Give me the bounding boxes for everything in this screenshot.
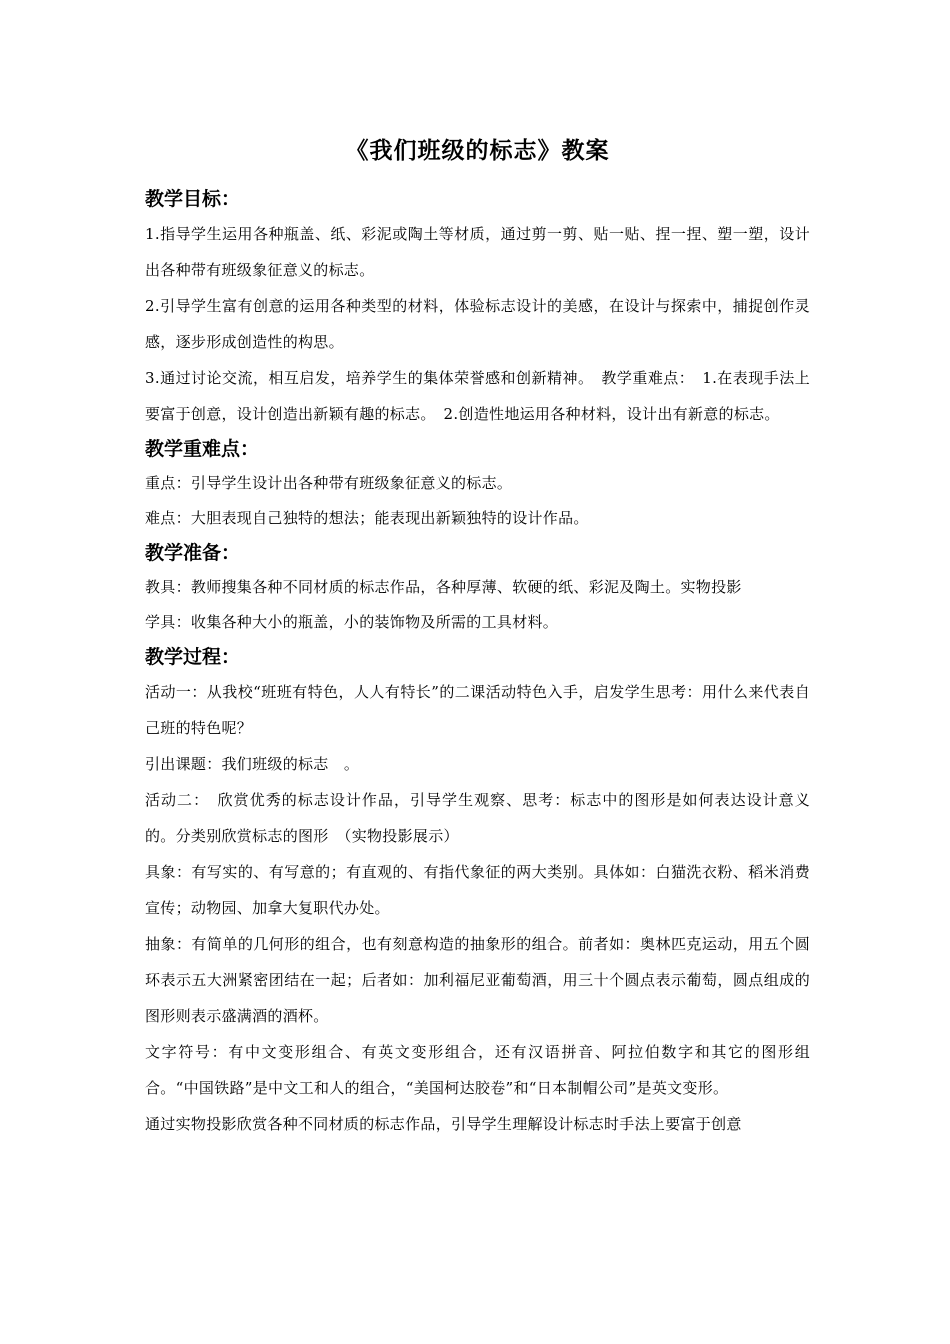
section-heading-goals: 教学目标：: [145, 188, 241, 210]
keypoints-paragraph-1: 重点：引导学生设计出各种带有班级象征意义的标志。: [145, 474, 513, 492]
preparation-paragraph-2: 学具：收集各种大小的瓶盖，小的装饰物及所需的工具材料。: [145, 613, 559, 631]
process-paragraph-4: 具象：有写实的、有写意的；有直观的、有指代象征的两大类别。具体如：白猫洗衣粉、稻米消费宣传；动物园、加拿大复职代办处。: [145, 863, 810, 917]
section-heading-preparation: 教学准备：: [145, 542, 241, 564]
process-paragraph-7: 通过实物投影欣赏各种不同材质的标志作品，引导学生理解设计标志时手法上要富于创意: [145, 1115, 742, 1133]
section-keypoints: [145, 432, 810, 536]
process-paragraph-5: 抽象：有简单的几何形的组合，也有刻意构造的抽象形的组合。前者如：奥林匹克运动，用五个圆环表示五大洲紧密团结在一起；后者如：加利福尼亚葡萄酒，用三十个圆点表示葡萄，圆点组成的图形则表示盛满酒的酒杯。: [145, 935, 810, 1025]
section-process: [145, 640, 810, 1142]
section-goals: [145, 182, 810, 432]
section-heading-process: 教学过程：: [145, 646, 241, 668]
process-paragraph-1: 活动一：从我校“班班有特色，人人有特长”的二课活动特色入手，启发学生思考：用什么来代表自己班的特色呢？: [145, 683, 810, 737]
goals-paragraph-2: 2.引导学生富有创意的运用各种类型的材料，体验标志设计的美感，在设计与探索中，捕捉创作灵感，逐步形成创造性的构思。: [145, 297, 810, 351]
goals-paragraph-1: 1.指导学生运用各种瓶盖、纸、彩泥或陶土等材质，通过剪一剪、贴一贴、捏一捏、塑一塑，设计出各种带有班级象征意义的标志。: [145, 225, 810, 279]
process-paragraph-6: 文字符号：有中文变形组合、有英文变形组合，还有汉语拼音、阿拉伯数字和其它的图形组合。“中国铁路”是中文工和人的组合，“美国柯达胶卷”和“日本制帽公司”是英文变形。: [145, 1043, 810, 1097]
process-paragraph-2: 引出课题：我们班级的标志 。: [145, 755, 360, 773]
keypoints-paragraph-2: 难点：大胆表现自己独特的想法；能表现出新颖独特的设计作品。: [145, 509, 589, 527]
document-page: [145, 132, 810, 1142]
document-title: 《我们班级的标志》教案: [345, 138, 610, 164]
goals-paragraph-3: 3.通过讨论交流，相互启发，培养学生的集体荣誉感和创新精神。 教学重难点： 1.在表现手法上要富于创意，设计创造出新颖有趣的标志。 2.创造性地运用各种材料，设计出有新意的标志。: [145, 369, 810, 423]
section-preparation: [145, 536, 810, 640]
preparation-paragraph-1: 教具：教师搜集各种不同材质的标志作品，各种厚薄、软硬的纸、彩泥及陶土。实物投影: [145, 578, 742, 596]
section-heading-keypoints: 教学重难点：: [145, 438, 260, 460]
process-paragraph-3: 活动二： 欣赏优秀的标志设计作品，引导学生观察、思考：标志中的图形是如何表达设计意义的。分类别欣赏标志的图形 （实物投影展示）: [145, 791, 810, 845]
